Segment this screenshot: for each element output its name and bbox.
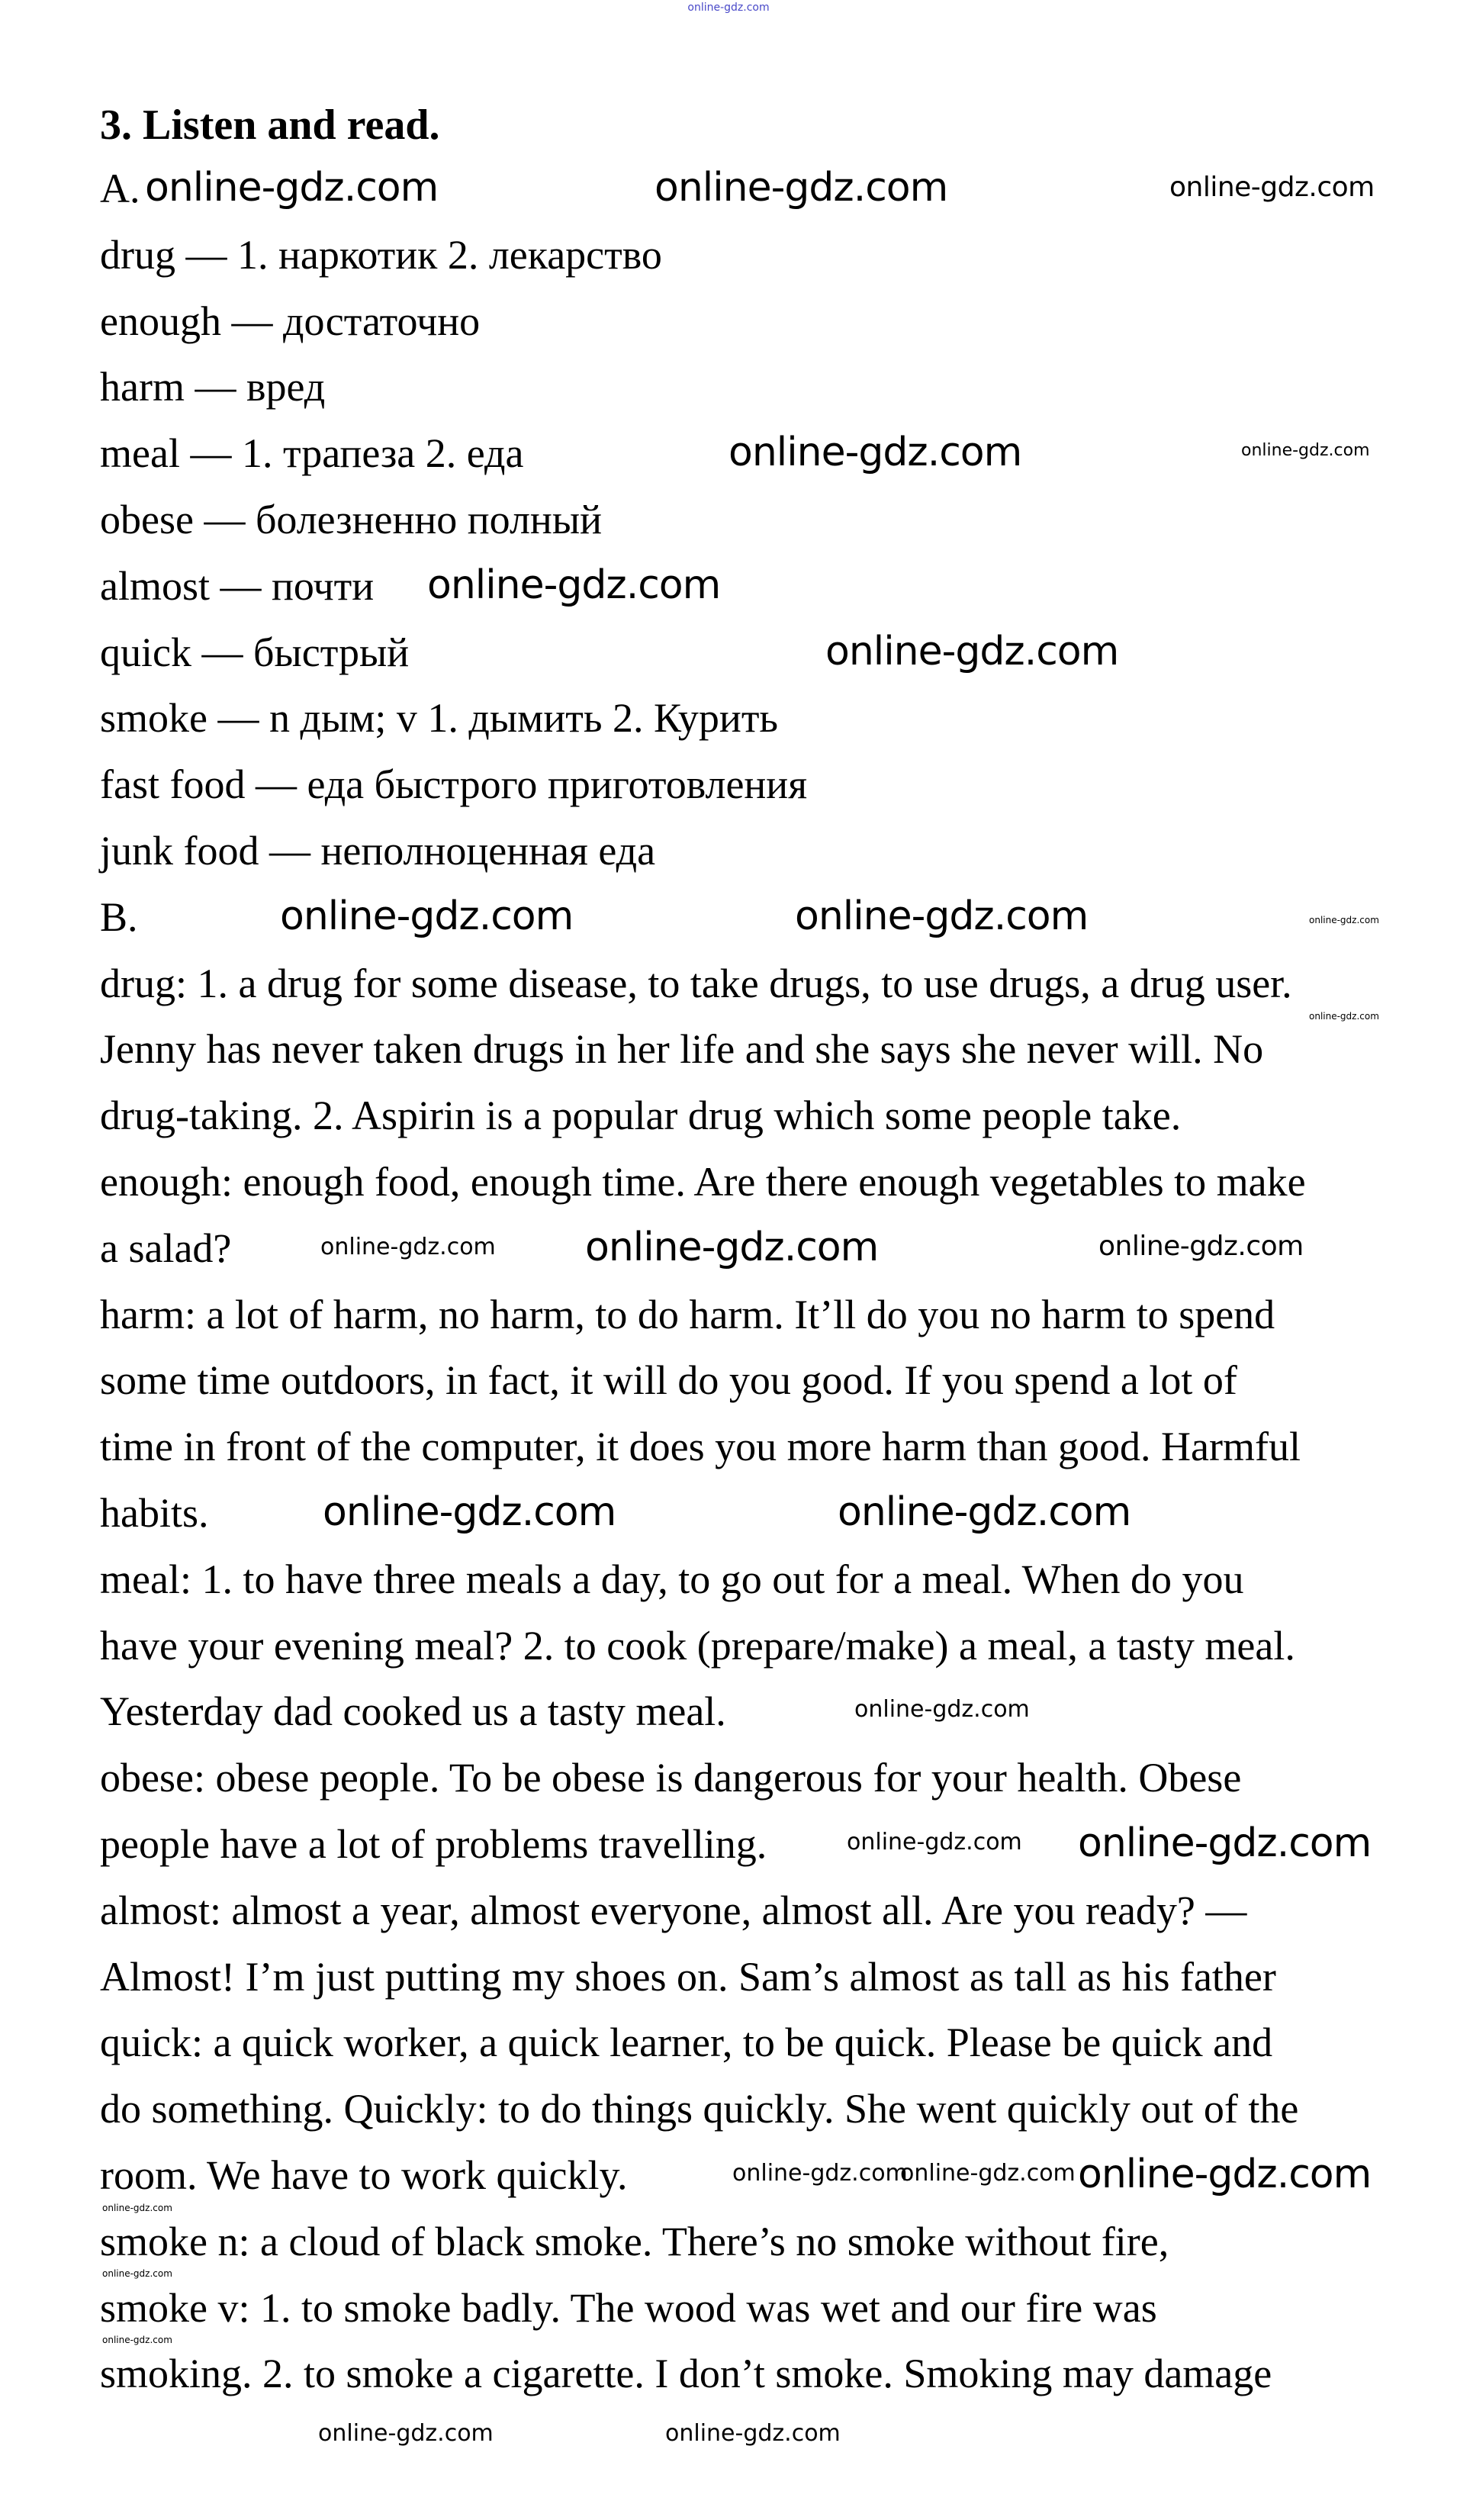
watermark: online-gdz.com bbox=[1309, 1011, 1379, 1022]
exercise-heading: 3. Listen and read. bbox=[100, 101, 440, 149]
text-line: habits. bbox=[100, 1489, 209, 1536]
watermark: online-gdz.com bbox=[320, 1234, 496, 1260]
section-a-label: A. bbox=[100, 166, 140, 211]
text-line: room. We have to work quickly. bbox=[100, 2151, 628, 2198]
text-line: smoke v: 1. to smoke badly. The wood was wet and our fire was bbox=[100, 2284, 1157, 2331]
text-line: Almost! I’m just putting my shoes on. Sam’s almost as tall as his father bbox=[100, 1953, 1276, 2000]
watermark: online-gdz.com bbox=[1098, 1231, 1304, 1262]
watermark: online-gdz.com bbox=[900, 2160, 1076, 2187]
watermark: online-gdz.com bbox=[825, 629, 1119, 674]
vocabulary-entry: meal — 1. трапеза 2. еда bbox=[100, 430, 524, 477]
watermark: online-gdz.com bbox=[732, 2160, 908, 2187]
text-line: people have a lot of problems travelling. bbox=[100, 1820, 767, 1867]
vocabulary-entry: junk food — неполноценная еда bbox=[100, 827, 656, 874]
watermark: online-gdz.com bbox=[318, 2420, 494, 2447]
section-b-label: B. bbox=[100, 893, 138, 940]
watermark: online-gdz.com bbox=[102, 2335, 172, 2345]
text-line: smoking. 2. to smoke a cigarette. I don’t smoke. Smoking may damage bbox=[100, 2351, 1272, 2397]
text-line: time in front of the computer, it does you more harm than good. Harmful bbox=[100, 1424, 1301, 1470]
text-line: Yesterday dad cooked us a tasty meal. bbox=[100, 1688, 726, 1735]
watermark: online-gdz.com bbox=[102, 2203, 172, 2213]
watermark: online-gdz.com bbox=[102, 2268, 172, 2279]
exercise-body bbox=[100, 165, 1427, 2416]
watermark: online-gdz.com bbox=[847, 1829, 1022, 1855]
vocabulary-entry: quick — быстрый bbox=[100, 629, 410, 675]
watermark: online-gdz.com bbox=[854, 1696, 1030, 1723]
watermark: online-gdz.com bbox=[838, 1489, 1131, 1535]
vocabulary-entry: almost — почти bbox=[100, 562, 375, 609]
text-line: obese: obese people. To be obese is dangerous for your health. Obese bbox=[100, 1755, 1242, 1801]
text-line: enough: enough food, enough time. Are there enough vegetables to make bbox=[100, 1158, 1306, 1205]
top-watermark: online-gdz.com bbox=[687, 2, 770, 14]
watermark: online-gdz.com bbox=[1309, 915, 1379, 925]
watermark: online-gdz.com bbox=[585, 1225, 879, 1270]
text-line: Jenny has never taken drugs in her life and she says she never will. No bbox=[100, 1026, 1264, 1073]
vocabulary-entry: harm — вред bbox=[100, 364, 326, 410]
watermark: online-gdz.com bbox=[795, 893, 1089, 939]
vocabulary-entry: drug — 1. наркотик 2. лекарство bbox=[100, 231, 662, 278]
watermark: online-gdz.com bbox=[665, 2420, 841, 2447]
watermark: online-gdz.com bbox=[655, 165, 948, 211]
text-line: almost: almost a year, almost everyone, almost all. Are you ready? — bbox=[100, 1887, 1247, 1933]
text-line: smoke n: a cloud of black smoke. There’s no smoke without fire, bbox=[100, 2218, 1169, 2264]
vocabulary-list bbox=[100, 231, 1427, 874]
watermark: online-gdz.com bbox=[280, 893, 574, 939]
text-line: meal: 1. to have three meals a day, to go out for a meal. When do you bbox=[100, 1556, 1244, 1602]
watermark: online-gdz.com bbox=[323, 1489, 616, 1535]
text-line: harm: a lot of harm, no harm, to do harm. It’ll do you no harm to spend bbox=[100, 1291, 1275, 1337]
vocabulary-entry: enough — достаточно bbox=[100, 298, 481, 344]
watermark: online-gdz.com bbox=[1241, 441, 1370, 460]
text-line: drug-taking. 2. Aspirin is a popular drug which some people take. bbox=[100, 1093, 1182, 1139]
watermark: online-gdz.com bbox=[145, 165, 439, 211]
text-line: do something. Quickly: to do things quickly. She went quickly out of the bbox=[100, 2086, 1299, 2132]
text-line: drug: 1. a drug for some disease, to take drugs, to use drugs, a drug user. bbox=[100, 960, 1292, 1006]
vocabulary-entry: smoke — n дым; v 1. дымить 2. Курить bbox=[100, 695, 779, 742]
vocabulary-entry: obese — болезненно полный bbox=[100, 496, 602, 542]
text-line: have your evening meal? 2. to cook (prepare/make) a meal, a tasty meal. bbox=[100, 1622, 1295, 1669]
watermark: online-gdz.com bbox=[728, 430, 1022, 475]
vocabulary-entry: fast food — еда быстрого приготовления bbox=[100, 761, 808, 808]
text-line: quick: a quick worker, a quick learner, to be quick. Please be quick and bbox=[100, 2020, 1273, 2066]
watermark: online-gdz.com bbox=[1078, 2151, 1372, 2197]
text-line: some time outdoors, in fact, it will do you good. If you spend a lot of bbox=[100, 1357, 1237, 1404]
watermark: online-gdz.com bbox=[1078, 1820, 1372, 1866]
text-line: a salad? bbox=[100, 1225, 232, 1271]
watermark: online-gdz.com bbox=[1169, 172, 1375, 203]
watermark: online-gdz.com bbox=[427, 562, 721, 608]
